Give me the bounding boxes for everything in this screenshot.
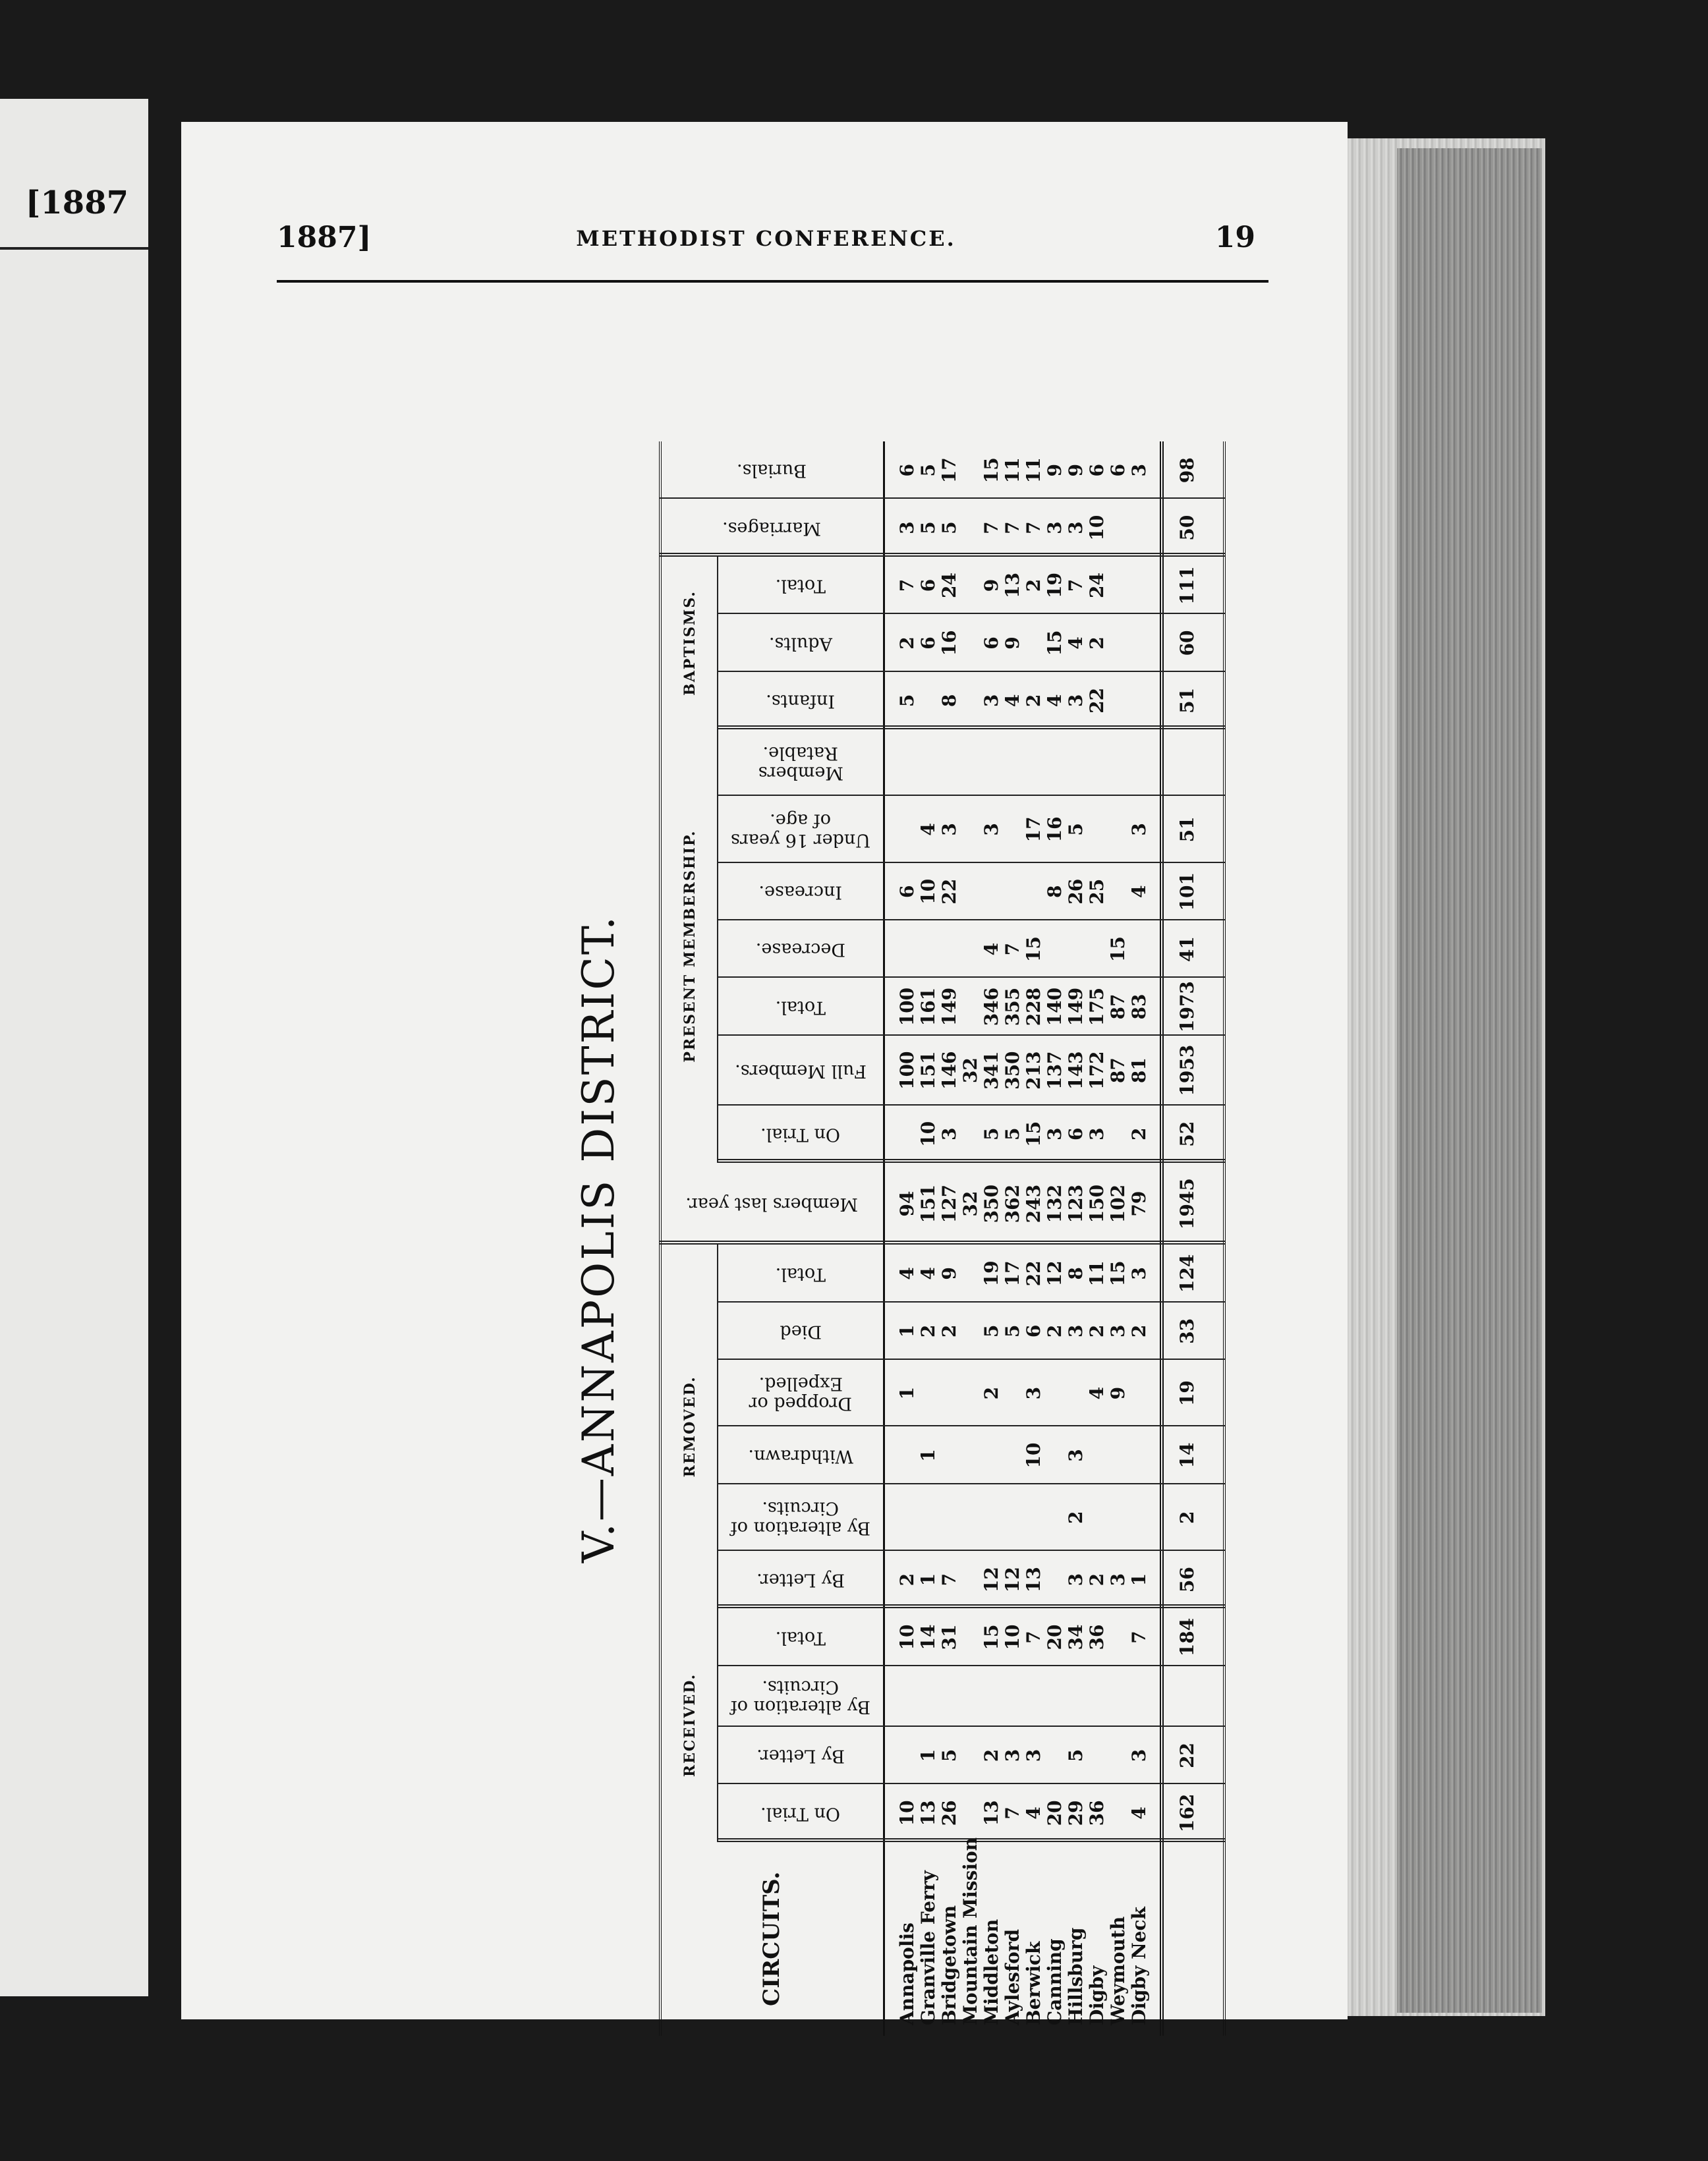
table-cell: 11 (1023, 457, 1044, 484)
table-cell: 2 (896, 1573, 918, 1586)
table-cell: 12 (981, 1567, 1002, 1593)
table-cell: 15 (1023, 936, 1044, 963)
table-cell: 81 (1128, 1057, 1150, 1084)
table-cell: 151 (917, 1184, 939, 1223)
circuit-name: Bridgetown (938, 1905, 960, 2025)
column-header: By alteration of Circuits. (730, 1498, 871, 1538)
table-cell: 4 (1128, 885, 1150, 898)
column-header: Burials. (737, 460, 807, 481)
table-cell: 1 (917, 1573, 939, 1586)
column-header: Decrease. (755, 939, 846, 960)
table-cell: 140 (1044, 987, 1066, 1026)
table-cell: 7 (1002, 521, 1023, 534)
table-cell: 2 (896, 636, 918, 650)
table-cell: 26 (938, 1800, 960, 1826)
table-cell: 20 (1044, 1624, 1066, 1650)
column-header: Infants. (766, 690, 836, 712)
total-cell: 22 (1176, 1742, 1198, 1768)
column-header: On Trial. (760, 1803, 841, 1824)
table-cell: 3 (1128, 463, 1150, 477)
table-cell: 1 (896, 1324, 918, 1338)
table-cell: 350 (981, 1184, 1002, 1223)
statistics-table (659, 441, 1226, 2036)
table-cell: 3 (1023, 1749, 1044, 1762)
table-cell: 151 (917, 1051, 939, 1090)
total-cell: 101 (1176, 872, 1198, 911)
column-header: Died (780, 1321, 822, 1342)
table-cell: 4 (981, 942, 1002, 956)
table-cell: 2 (1086, 636, 1108, 650)
total-cell: 162 (1176, 1793, 1198, 1833)
table-cell: 26 (1065, 878, 1087, 905)
table-cell: 3 (1086, 1127, 1108, 1141)
table-cell: 3 (1023, 1386, 1044, 1400)
table-cell: 36 (1086, 1800, 1108, 1826)
table-cell: 32 (959, 1057, 981, 1084)
table-cell: 5 (981, 1324, 1002, 1338)
table-cell: 5 (896, 694, 918, 708)
table-cell: 3 (1065, 694, 1087, 708)
table-cell: 17 (1002, 1260, 1023, 1287)
table-cell: 12 (1002, 1567, 1023, 1593)
table-cell: 8 (938, 694, 960, 708)
table-cell: 3 (1128, 1749, 1150, 1762)
table-cell: 9 (981, 578, 1002, 592)
table-cell: 100 (896, 1051, 918, 1090)
table-cell: 172 (1086, 1051, 1108, 1090)
table-cell: 228 (1023, 987, 1044, 1026)
total-cell: 184 (1176, 1617, 1198, 1657)
left-header-rule (0, 247, 148, 250)
column-header: Total. (775, 1627, 826, 1648)
total-cell: 51 (1176, 816, 1198, 843)
table-cell: 22 (938, 878, 960, 905)
column-header: Total. (775, 997, 826, 1018)
table-cell: 341 (981, 1051, 1002, 1090)
header-title: METHODIST CONFERENCE. (576, 226, 956, 251)
table-cell: 146 (938, 1051, 960, 1090)
table-cell: 3 (938, 1127, 960, 1141)
table-cell: 34 (1065, 1624, 1087, 1650)
table-cell: 5 (917, 521, 939, 534)
table-cell: 3 (1044, 521, 1066, 534)
table-cell: 83 (1128, 994, 1150, 1020)
table-cell: 355 (1002, 987, 1023, 1026)
total-cell: 51 (1176, 687, 1198, 714)
total-cell: 50 (1176, 515, 1198, 541)
total-cell: 2 (1176, 1511, 1198, 1525)
table-cell: 10 (917, 1121, 939, 1147)
table-cell: 6 (981, 636, 1002, 650)
table-cell: 7 (981, 521, 1002, 534)
table-cell: 3 (1065, 1449, 1087, 1462)
group-received: RECEIVED. (659, 1608, 718, 1841)
table-cell: 2 (981, 1386, 1002, 1400)
table-cell: 6 (1023, 1324, 1044, 1338)
table-cell: 6 (1107, 463, 1129, 477)
table-cell: 3 (1107, 1573, 1129, 1586)
book-edge (1397, 148, 1542, 2013)
table-cell: 5 (1065, 823, 1087, 836)
table-cell: 161 (917, 987, 939, 1026)
total-cell: 56 (1176, 1567, 1198, 1593)
table-cell: 3 (1128, 823, 1150, 836)
total-cell: 19 (1176, 1380, 1198, 1407)
table-cell: 11 (1002, 457, 1023, 484)
column-header: Members last year. (685, 1194, 858, 1215)
circuit-name: Weymouth (1107, 1916, 1129, 2025)
table-cell: 9 (1002, 636, 1023, 650)
total-cell: 52 (1176, 1121, 1198, 1147)
table-cell: 10 (1023, 1442, 1044, 1469)
table-cell: 7 (1128, 1631, 1150, 1644)
table-cell: 11 (1086, 1260, 1108, 1287)
table-cell: 13 (1002, 573, 1023, 599)
table-cell: 10 (917, 878, 939, 905)
table-cell: 8 (1044, 885, 1066, 898)
circuit-name: Canning (1044, 1938, 1066, 2025)
district-title: V.—ANNAPOLIS DISTRICT. (573, 914, 624, 1563)
table-cell: 5 (938, 1749, 960, 1762)
table-cell: 3 (896, 521, 918, 534)
table-cell: 2 (1023, 694, 1044, 708)
table-cell: 5 (1065, 1749, 1087, 1762)
column-header: Increase. (758, 882, 843, 903)
table-cell: 4 (1044, 694, 1066, 708)
table-cell: 4 (1086, 1386, 1108, 1400)
circuit-name: Annapolis (896, 1922, 918, 2025)
table-cell: 6 (896, 885, 918, 898)
table-cell: 15 (981, 1624, 1002, 1650)
table-cell: 1 (917, 1449, 939, 1462)
left-page-header: [1887 (25, 184, 128, 221)
column-header: Members Ratable. (758, 743, 843, 783)
table-cell: 12 (1044, 1260, 1066, 1287)
total-cell: 1973 (1176, 981, 1198, 1033)
table-cell: 24 (1086, 573, 1108, 599)
table-cell: 7 (1002, 942, 1023, 956)
table-cell: 4 (1023, 1807, 1044, 1820)
table-cell: 3 (1128, 1267, 1150, 1280)
table-cell: 94 (896, 1191, 918, 1217)
table-cell: 4 (917, 1267, 939, 1280)
table-cell: 2 (1044, 1324, 1066, 1338)
header-rule (277, 280, 1268, 283)
table-cell: 17 (1023, 816, 1044, 843)
table-cell: 7 (896, 578, 918, 592)
table-cell: 2 (1128, 1324, 1150, 1338)
group-removed: REMOVED. (659, 1245, 718, 1608)
table-cell: 243 (1023, 1184, 1044, 1223)
table-cell: 17 (938, 457, 960, 484)
page-header (277, 221, 1255, 267)
table-cell: 2 (1065, 1511, 1087, 1525)
table-cell: 5 (1002, 1127, 1023, 1141)
column-header: On Trial. (760, 1124, 841, 1145)
table-cell: 15 (1044, 630, 1066, 656)
total-cell: 41 (1176, 936, 1198, 963)
table-cell: 13 (917, 1800, 939, 1826)
table-cell: 87 (1107, 994, 1129, 1020)
table-cell: 16 (1044, 816, 1066, 843)
circuit-name: Berwick (1023, 1941, 1044, 2025)
table-cell: 19 (1044, 573, 1066, 599)
left-page (0, 99, 148, 1996)
table-cell: 100 (896, 987, 918, 1026)
column-header: Marriages. (722, 518, 821, 539)
table-cell: 9 (938, 1267, 960, 1280)
table-cell: 143 (1065, 1051, 1087, 1090)
column-header: Total. (775, 575, 826, 596)
table-cell: 13 (981, 1800, 1002, 1826)
column-header: CIRCUITS. (758, 1871, 785, 2006)
total-cell: 60 (1176, 630, 1198, 656)
table-cell: 15 (981, 457, 1002, 484)
circuit-name: Aylesford (1002, 1928, 1023, 2025)
table-cell: 4 (1128, 1807, 1150, 1820)
table-cell: 2 (981, 1749, 1002, 1762)
table-cell: 79 (1128, 1191, 1150, 1217)
column-header: By alteration of Circuits. (730, 1676, 871, 1717)
table-cell: 3 (1044, 1127, 1066, 1141)
table-cell: 29 (1065, 1800, 1087, 1826)
table-cell: 9 (1044, 463, 1066, 477)
table-cell: 132 (1044, 1184, 1066, 1223)
column-header: By Letter. (756, 1569, 845, 1590)
total-cell: 1953 (1176, 1044, 1198, 1096)
table-cell: 3 (938, 823, 960, 836)
column-header: Total. (775, 1263, 826, 1284)
table-cell: 3 (981, 823, 1002, 836)
total-cell: 33 (1176, 1318, 1198, 1344)
circuit-name: Digby (1086, 1965, 1108, 2025)
table-cell: 10 (1086, 515, 1108, 541)
table-cell: 1 (917, 1749, 939, 1762)
table-cell: 10 (1002, 1624, 1023, 1650)
group-present: PRESENT MEMBERSHIP. (659, 729, 718, 1163)
table-cell: 5 (981, 1127, 1002, 1141)
table-cell: 15 (1107, 936, 1129, 963)
column-header: Full Members. (735, 1060, 867, 1081)
circuit-name: Hillsburg (1065, 1927, 1087, 2025)
table-cell: 14 (917, 1624, 939, 1650)
table-cell: 3 (1002, 1749, 1023, 1762)
table-cell: 5 (938, 521, 960, 534)
table-cell: 3 (1107, 1324, 1129, 1338)
table-cell: 362 (1002, 1184, 1023, 1223)
table-cell: 2 (1023, 578, 1044, 592)
table-cell: 5 (917, 463, 939, 477)
table-cell: 8 (1065, 1267, 1087, 1280)
table-cell: 2 (1128, 1127, 1150, 1141)
circuit-name: Digby Neck (1128, 1907, 1150, 2025)
table-cell: 22 (1086, 687, 1108, 714)
table-cell: 150 (1086, 1184, 1108, 1223)
table-cell: 346 (981, 987, 1002, 1026)
table-cell: 2 (1086, 1324, 1108, 1338)
table-cell: 7 (938, 1573, 960, 1586)
table-cell: 19 (981, 1260, 1002, 1287)
table-cell: 6 (917, 578, 939, 592)
total-cell: 111 (1176, 566, 1198, 605)
table-cell: 32 (959, 1191, 981, 1217)
column-header: By Letter. (756, 1745, 845, 1766)
table-cell: 127 (938, 1184, 960, 1223)
circuit-name: Middleton (981, 1919, 1002, 2025)
table-cell: 149 (938, 987, 960, 1026)
column-header: Under 16 years of age. (731, 809, 870, 850)
table-cell: 10 (896, 1624, 918, 1650)
table-cell: 350 (1002, 1051, 1023, 1090)
table-cell: 4 (1065, 636, 1087, 650)
table-cell: 36 (1086, 1624, 1108, 1650)
header-year: 1887] (277, 221, 372, 254)
page-number: 19 (1214, 221, 1255, 254)
table-cell: 3 (1065, 521, 1087, 534)
table-cell: 3 (1065, 1573, 1087, 1586)
table-cell: 2 (938, 1324, 960, 1338)
table-cell: 22 (1023, 1260, 1044, 1287)
table-cell: 6 (917, 636, 939, 650)
rotated-table-region (573, 435, 1232, 2042)
table-cell: 2 (1086, 1573, 1108, 1586)
table-cell: 213 (1023, 1051, 1044, 1090)
table-cell: 4 (917, 823, 939, 836)
column-header: Dropped or Expelled. (749, 1373, 853, 1414)
table-cell: 7 (1002, 1807, 1023, 1820)
table-cell: 7 (1023, 1631, 1044, 1644)
table-cell: 13 (1023, 1567, 1044, 1593)
table-cell: 6 (1086, 463, 1108, 477)
table-cell: 15 (1107, 1260, 1129, 1287)
table-cell: 7 (1023, 521, 1044, 534)
table-cell: 7 (1065, 578, 1087, 592)
table-cell: 175 (1086, 987, 1108, 1026)
table-cell: 24 (938, 573, 960, 599)
circuit-name: Granville Ferry (917, 1870, 939, 2025)
table-cell: 4 (1002, 694, 1023, 708)
total-cell: 14 (1176, 1442, 1198, 1469)
table-cell: 87 (1107, 1057, 1129, 1084)
table-cell: 16 (938, 630, 960, 656)
table-cell: 31 (938, 1624, 960, 1650)
total-cell: 98 (1176, 457, 1198, 484)
table-cell: 149 (1065, 987, 1087, 1026)
table-cell: 25 (1086, 878, 1108, 905)
column-header: Adults. (768, 632, 833, 654)
table-cell: 20 (1044, 1800, 1066, 1826)
table-cell: 4 (896, 1267, 918, 1280)
table-cell: 1 (1128, 1573, 1150, 1586)
table-cell: 1 (896, 1386, 918, 1400)
total-cell: 1945 (1176, 1178, 1198, 1230)
table-cell: 6 (1065, 1127, 1087, 1141)
table-cell: 10 (896, 1800, 918, 1826)
table-cell: 6 (896, 463, 918, 477)
group-baptisms: BAPTISMS. (659, 557, 718, 729)
column-header: Withdrawn. (748, 1445, 853, 1466)
table-cell: 9 (1107, 1386, 1129, 1400)
table-cell: 123 (1065, 1184, 1087, 1223)
table-cell: 2 (917, 1324, 939, 1338)
table-cell: 102 (1107, 1184, 1129, 1223)
table-cell: 3 (981, 694, 1002, 708)
table-cell: 3 (1065, 1324, 1087, 1338)
table-cell: 9 (1065, 463, 1087, 477)
table-cell: 137 (1044, 1051, 1066, 1090)
total-cell: 124 (1176, 1254, 1198, 1293)
table-cell: 15 (1023, 1121, 1044, 1147)
circuit-name: Mountain Mission (959, 1837, 981, 2025)
table-cell: 5 (1002, 1324, 1023, 1338)
